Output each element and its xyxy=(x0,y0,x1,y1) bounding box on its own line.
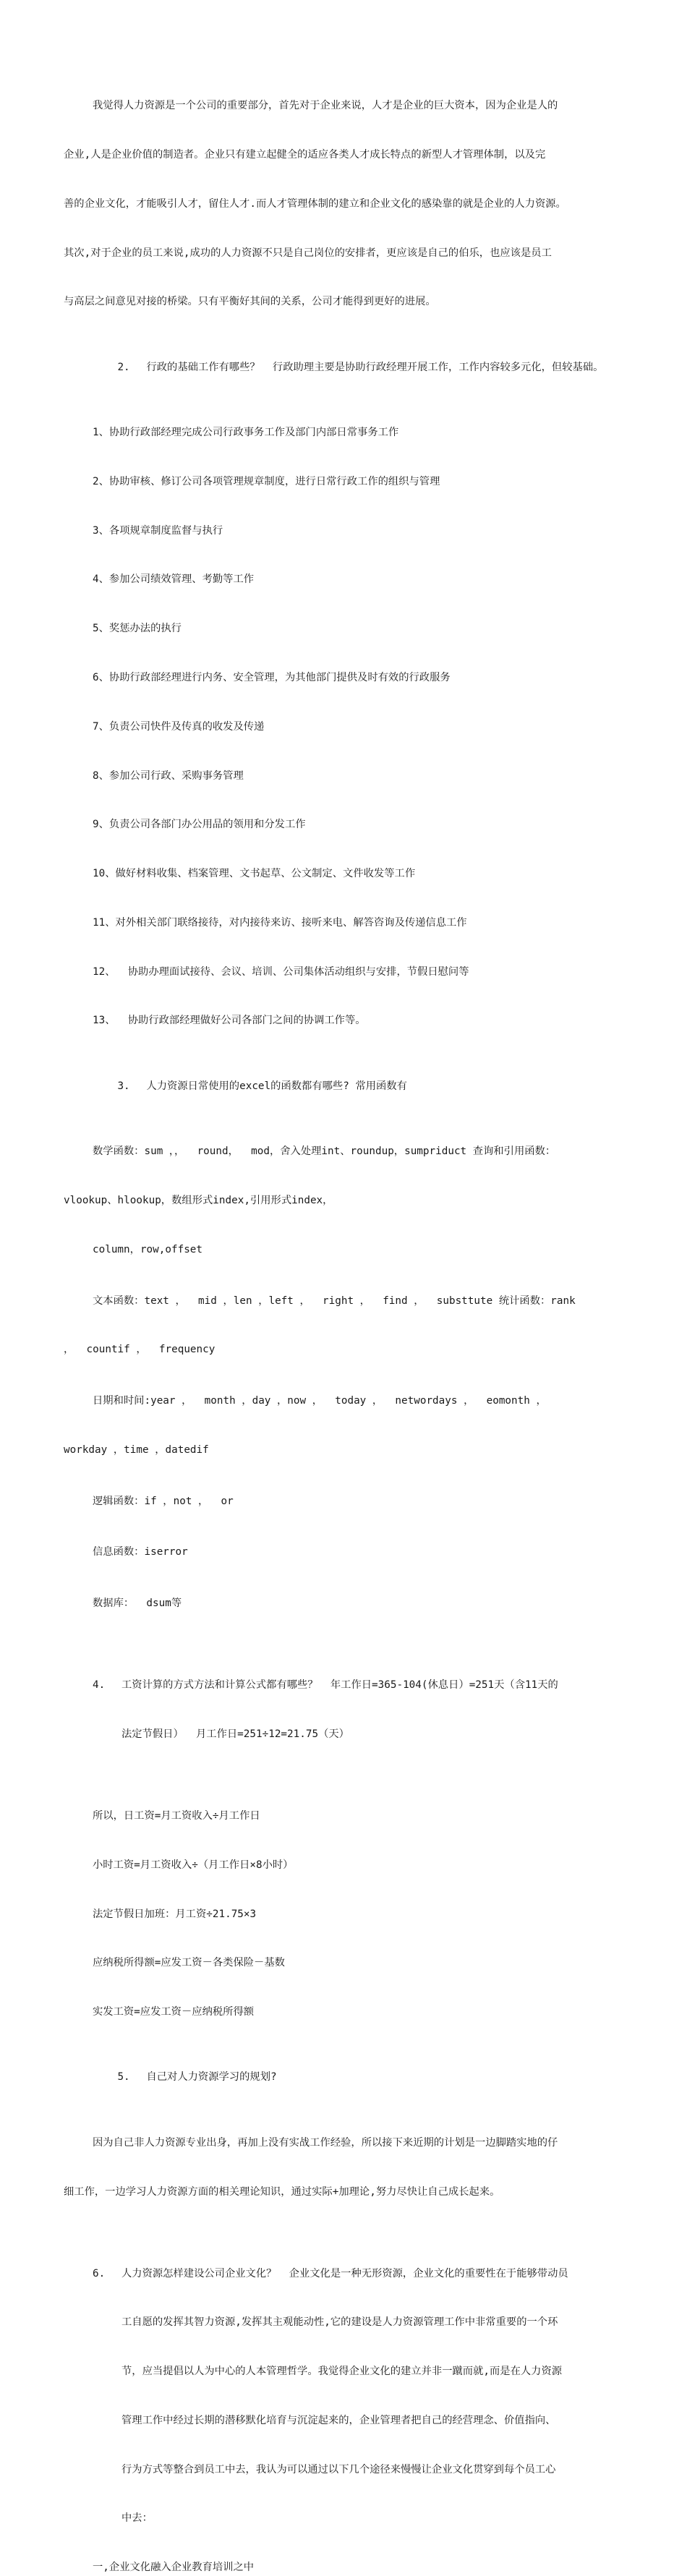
text-line: 数据库： dsum等 xyxy=(93,1598,182,1610)
question-4 xyxy=(64,1645,631,1775)
admin-duties-list xyxy=(64,392,631,1062)
question-number: 5. xyxy=(117,2071,130,2084)
question-line: 法定节假日） 月工作日=251÷12=21.75（天） xyxy=(121,1728,349,1740)
text-line: 善的企业文化，才能吸引人才，留住人才.而人才管理体制的建立和企业文化的感染靠的就是企业的人力资源。 xyxy=(64,197,566,210)
formula-line: 应纳税所得额=应发工资－各类保险－基数 xyxy=(93,1957,285,1969)
text-line: 数学函数：sum ，， round， mod，舍入处理int、roundup，sumpriduct 查询和引用函数： xyxy=(93,1146,556,1158)
question-line xyxy=(93,2266,631,2282)
text-line: 我觉得人力资源是一个公司的重要部分，首先对于企业来说，人才是企业的巨大资本，因为企业是人的 xyxy=(93,100,558,112)
text-line: 企业,人是企业价值的制造者。企业只有建立起健全的适应各类人才成长特点的新型人才管理体制，以及完 xyxy=(64,148,546,161)
list-item: 1、协助行政部经理完成公司行政事务工作及部门内部日常事务工作 xyxy=(93,427,399,439)
question-3 xyxy=(64,1062,631,1111)
salary-formulas xyxy=(64,1775,631,2053)
question-2 xyxy=(64,343,631,392)
list-item: 9、负责公司各部门办公用品的领用和分发工作 xyxy=(93,819,306,831)
text-line: 日期和时间:year ， month ，day ，now ， today ， networdays ， eomonth ， xyxy=(93,1395,547,1407)
subheading-culture-training: 一,企业文化融入企业教育培训之中 xyxy=(93,2562,255,2574)
list-item: 3、各项规章制度监督与执行 xyxy=(93,524,223,537)
list-item: 11、对外相关部门联络接待，对内接待来访、接听来电、解答咨询及传递信息工作 xyxy=(93,916,467,929)
text-line: 信息函数：iserror xyxy=(93,1546,188,1558)
list-item: 10、做好材料收集、档案管理、文书起草、公文制定、文件收发等工作 xyxy=(93,868,416,880)
formula-line: 小时工资=月工资收入÷（月工作日×8小时） xyxy=(93,1859,294,1871)
question-text: 行政的基础工作有哪些？ 行政助理主要是协助行政经理开展工作，工作内容较多元化，但较基础。 xyxy=(146,361,604,373)
text-line: vlookup、hlookup，数组形式index,引用形式index， xyxy=(64,1194,333,1206)
list-item: 6、协助行政部经理进行内务、安全管理，为其他部门提供及时有效的行政服务 xyxy=(93,671,451,683)
text-line: 其次,对于企业的员工来说,成功的人力资源不只是自己岗位的安排者，更应该是自己的伯乐，也应该是员工 xyxy=(64,247,552,259)
question-number: 4. xyxy=(93,1679,106,1692)
text-line: 逻辑函数：if ，not ， or xyxy=(93,1495,234,1507)
formula-line: 实发工资=应发工资－应纳税所得额 xyxy=(93,2006,255,2018)
list-item: 13、 协助行政部经理做好公司各部门之间的协调工作等。 xyxy=(93,1015,366,1027)
list-item: 2、协助审核、修订公司各项管理规章制度，进行日常行政工作的组织与管理 xyxy=(93,475,440,487)
formula-line: 法定节假日加班：月工资÷21.75×3 xyxy=(93,1908,257,1920)
question-text: 工资计算的方式方法和计算公式都有哪些？ 年工作日=365-104(休息日）=251天（含11天的 xyxy=(121,1679,558,1692)
list-item: 5、奖惩办法的执行 xyxy=(93,623,182,635)
question-number: 6. xyxy=(93,2267,106,2279)
question-text: 人力资源怎样建设公司企业文化？ 企业文化是一种无形资源，企业文化的重要性在于能够带动员 xyxy=(121,2267,568,2279)
question-line xyxy=(93,1677,631,1694)
document-body xyxy=(64,65,631,2576)
question-line: 行为方式等整合到员工中去，我认为可以通过以下几个途径来慢慢让企业文化贯穿到每个员工心 xyxy=(121,2463,556,2475)
question-line: 管理工作中经过长期的潜移默化培育与沉淀起来的，企业管理者把自己的经营理念、价值指向、 xyxy=(121,2414,556,2426)
question-text: 人力资源日常使用的excel的函数都有哪些? 常用函数有 xyxy=(146,1080,407,1092)
question-6 xyxy=(64,2232,631,2559)
question-line: 节，应当提倡以人为中心的人本管理哲学。我觉得企业文化的建立并非一蹴而就,而是在人力资源 xyxy=(121,2366,563,2378)
text-line: 细工作，一边学习人力资源方面的相关理论知识，通过实际+加理论,努力尽快让自己成长起来。 xyxy=(64,2185,500,2198)
text-line: ， countif ， frequency xyxy=(64,1344,216,1356)
question-5 xyxy=(64,2053,631,2102)
text-line: column，row,offset xyxy=(93,1243,203,1255)
intro-paragraph xyxy=(64,65,631,343)
excel-functions xyxy=(64,1111,631,1645)
text-line: 与高层之间意见对接的桥梁。只有平衡好其间的关系，公司才能得到更好的进展。 xyxy=(64,296,436,308)
text-line: 文本函数：text ， mid ，len ，left ， right ， find ， substtute 统计函数：rank xyxy=(93,1295,576,1307)
question-text: 自己对人力资源学习的规划? xyxy=(146,2071,277,2084)
question-line: 中去： xyxy=(121,2512,153,2525)
formula-line: 所以，日工资=月工资收入÷月工作日 xyxy=(93,1809,260,1822)
question-line: 工自愿的发挥其智力资源,发挥其主观能动性,它的建设是人力资源管理工作中非常重要的一个环 xyxy=(121,2316,558,2329)
question-number: 3. xyxy=(117,1080,130,1092)
question-number: 2. xyxy=(117,361,130,373)
list-item: 7、负责公司快件及传真的收发及传递 xyxy=(93,720,265,733)
list-item: 4、参加公司绩效管理、考勤等工作 xyxy=(93,573,255,586)
list-item: 8、参加公司行政、采购事务管理 xyxy=(93,769,244,782)
plan-paragraph xyxy=(64,2102,631,2233)
list-item: 12、 协助办理面试接待、会议、培训、公司集体活动组织与安排，节假日慰问等 xyxy=(93,965,469,978)
text-line: 因为自己非人力资源专业出身，再加上没有实战工作经验，所以接下来近期的计划是一边脚踏实地的仔 xyxy=(93,2136,558,2149)
text-line: workday ，time ，datedif xyxy=(64,1443,209,1456)
